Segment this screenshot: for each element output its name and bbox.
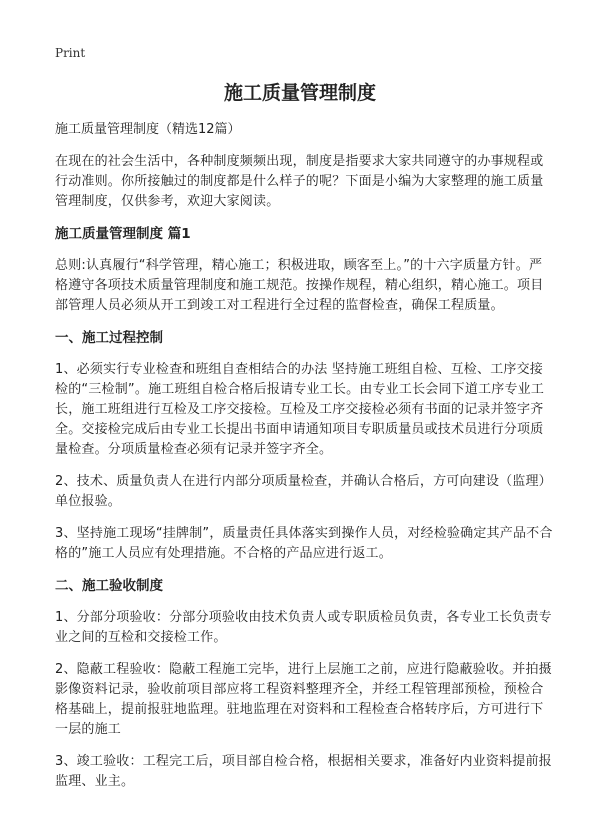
- print-label: Print: [55, 46, 86, 60]
- section-heading-process-control: 一、施工过程控制: [55, 330, 163, 346]
- list-item: 3、坚持施工现场“挂牌制”，质量责任具体落实到操作人员，对经检验确定其产品不合格的”施工人员应有处理措施。不合格的产品应进行返工。: [55, 526, 553, 561]
- list-item: 2、隐蔽工程验收：隐蔽工程施工完毕，进行上层施工之前，应进行隐蔽验收。并拍摄影像资料记录，验收前项目部应将工程资料整理齐全，并经工程管理部预检，预检合格基础上，提前报驻地监理。驻地监理在对资料和工程检查合格转序后，方可进行下一层的施工: [55, 662, 552, 737]
- document-body: [55, 120, 555, 804]
- list-item: 2、技术、质量负责人在进行内部分项质量检查，并确认合格后，方可向建设（监理）单位报验。: [55, 474, 552, 509]
- document-subtitle: 施工质量管理制度（精选12篇）: [55, 122, 241, 137]
- general-paragraph: 总则:认真履行“科学管理，精心施工；积极进取，顾客至上。”的十六字质量方针。严格遵守各项技术质量管理制度和施工规范。按操作规程，精心组织，精心施工。项目部管理人员必须从开工到竣工对工程进行全过程的监督检查，确保工程质量。: [55, 258, 544, 313]
- list-item: 1、必须实行专业检查和班组自查相结合的办法 坚持施工班组自检、互检、工序交接检的“三检制”。施工班组自检合格后报请专业工长。由专业工长会同下道工序专业工长，施工班组进行互检及工序交接检。互检及工序交接检必须有书面的记录并签字齐全。交接检完成后由专业工长提出书面申请通知项目专职质量员或技术员进行分项质量检查。分项质量检查必须有记录并签字齐全。: [55, 362, 545, 457]
- document-title: 施工质量管理制度: [223, 82, 376, 104]
- part-heading: 施工质量管理制度 篇1: [55, 226, 191, 242]
- list-item: 3、竣工验收：工程完工后，项目部自检合格，根据相关要求，准备好内业资料提前报监理、业主。: [55, 754, 552, 789]
- section-heading-acceptance: 二、施工验收制度: [55, 578, 163, 594]
- list-item: 1、分部分项验收：分部分项验收由技术负责人或专职质检员负责，各专业工长负责专业之间的互检和交接检工作。: [55, 610, 552, 645]
- intro-paragraph: 在现在的社会生活中，各种制度频频出现，制度是指要求大家共同遵守的办事规程或行动准则。你所接触过的制度都是什么样子的呢？下面是小编为大家整理的施工质量管理制度，仅供参考，欢迎大家阅读。: [55, 154, 544, 209]
